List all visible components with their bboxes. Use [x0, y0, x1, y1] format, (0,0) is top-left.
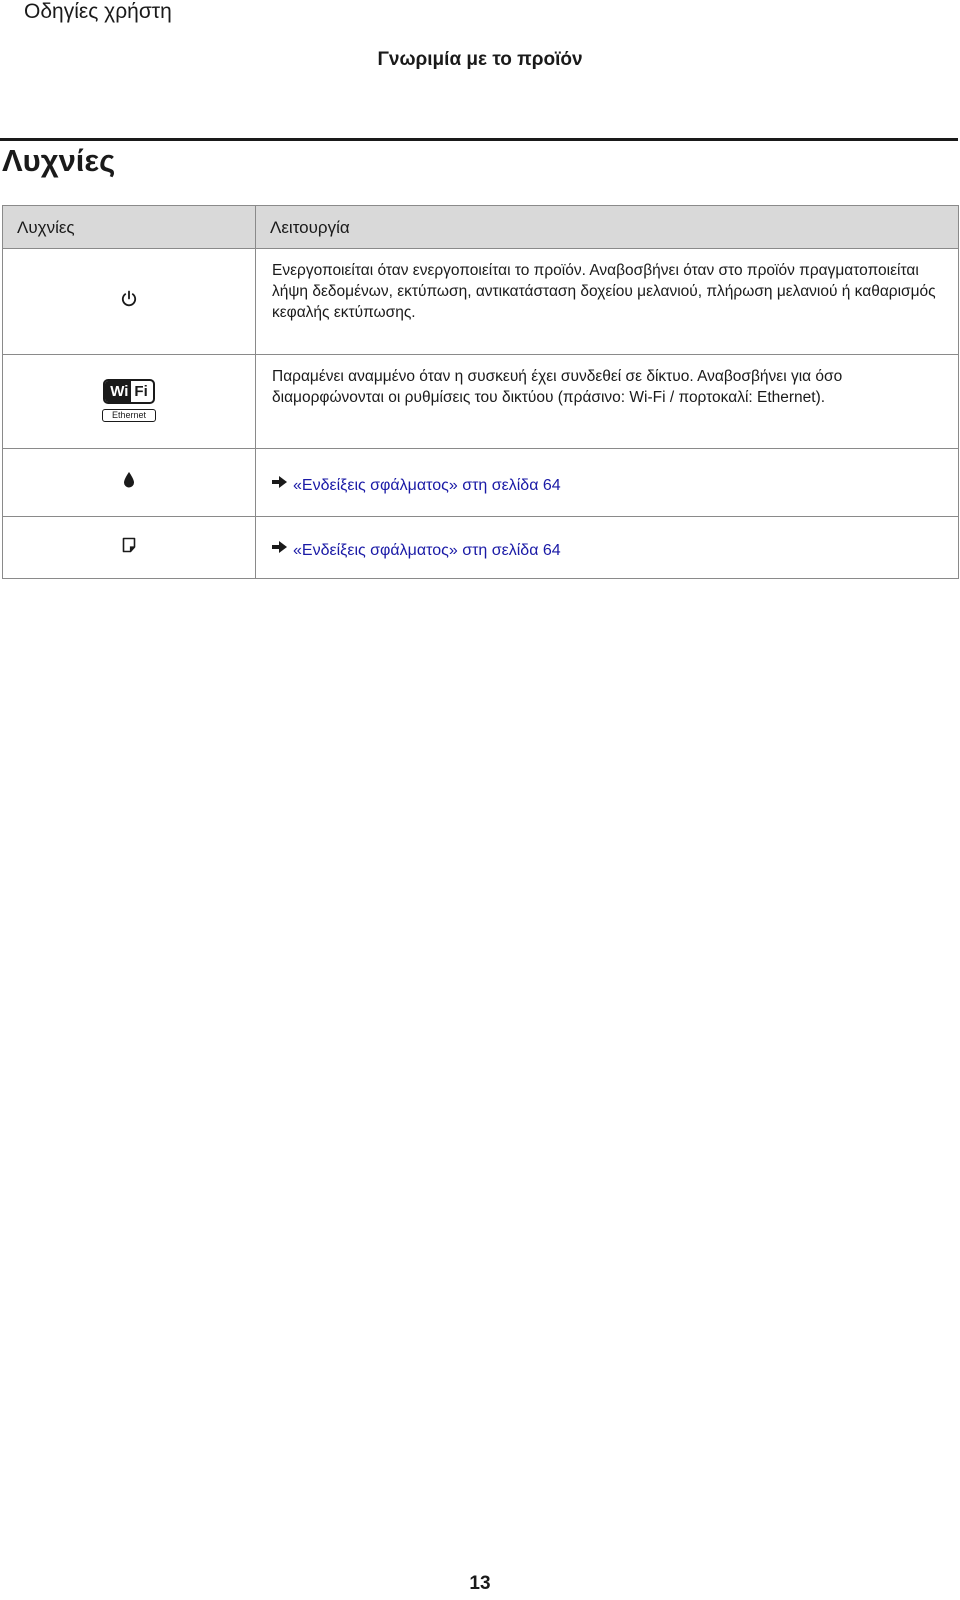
light-icon-cell [3, 449, 256, 517]
arrow-right-icon [272, 473, 287, 494]
power-icon [120, 295, 138, 312]
light-icon-cell [3, 249, 256, 355]
error-indicators-link[interactable]: «Ενδείξεις σφάλματος» στη σελίδα 64 [293, 476, 561, 494]
wifi-badge: Wi Fi [103, 379, 155, 404]
section-divider [0, 138, 958, 141]
light-function-cell [256, 517, 959, 579]
lights-table [2, 205, 959, 579]
arrow-right-icon [272, 538, 287, 559]
page-number: 13 [469, 1573, 491, 1594]
column-header-function: Λειτουργία [256, 206, 959, 249]
light-function-cell [256, 449, 959, 517]
chapter-title: Γνωριμία με το προϊόν [377, 49, 583, 70]
ethernet-badge: Ethernet [102, 409, 156, 422]
error-indicators-link[interactable]: «Ενδείξεις σφάλματος» στη σελίδα 64 [293, 541, 561, 559]
light-icon-cell [3, 355, 256, 449]
column-header-lights: Λυχνίες [3, 206, 256, 249]
paper-icon [122, 540, 136, 557]
table-row [3, 355, 959, 449]
section-title: Λυχνίες [2, 143, 116, 178]
table-row [3, 517, 959, 579]
table-header-row [3, 206, 959, 249]
wifi-ethernet-icon [102, 379, 156, 422]
light-function-text: Παραμένει αναμμένο όταν η συσκευή έχει συνδεθεί σε δίκτυο. Αναβοσβήνει για όσο διαμορφώνονται οι ρυθμίσεις του δικτύου (πράσινο: Wi-Fi / πορτοκαλί: Ethernet). [256, 355, 959, 449]
table-row [3, 449, 959, 517]
light-function-text: Ενεργοποιείται όταν ενεργοποιείται το προϊόν. Αναβοσβήνει όταν στο προϊόν πραγματοποιείται λήψη δεδομένων, εκτύπωση, αντικατάσταση δοχείου μελανιού, πλήρωση μελανιού ή καθαρισμός κεφαλής εκτύπωσης. [256, 249, 959, 355]
table-row [3, 249, 959, 355]
light-icon-cell [3, 517, 256, 579]
document-title: Οδηγίες χρήστη [24, 0, 172, 23]
ink-drop-icon [123, 476, 135, 493]
